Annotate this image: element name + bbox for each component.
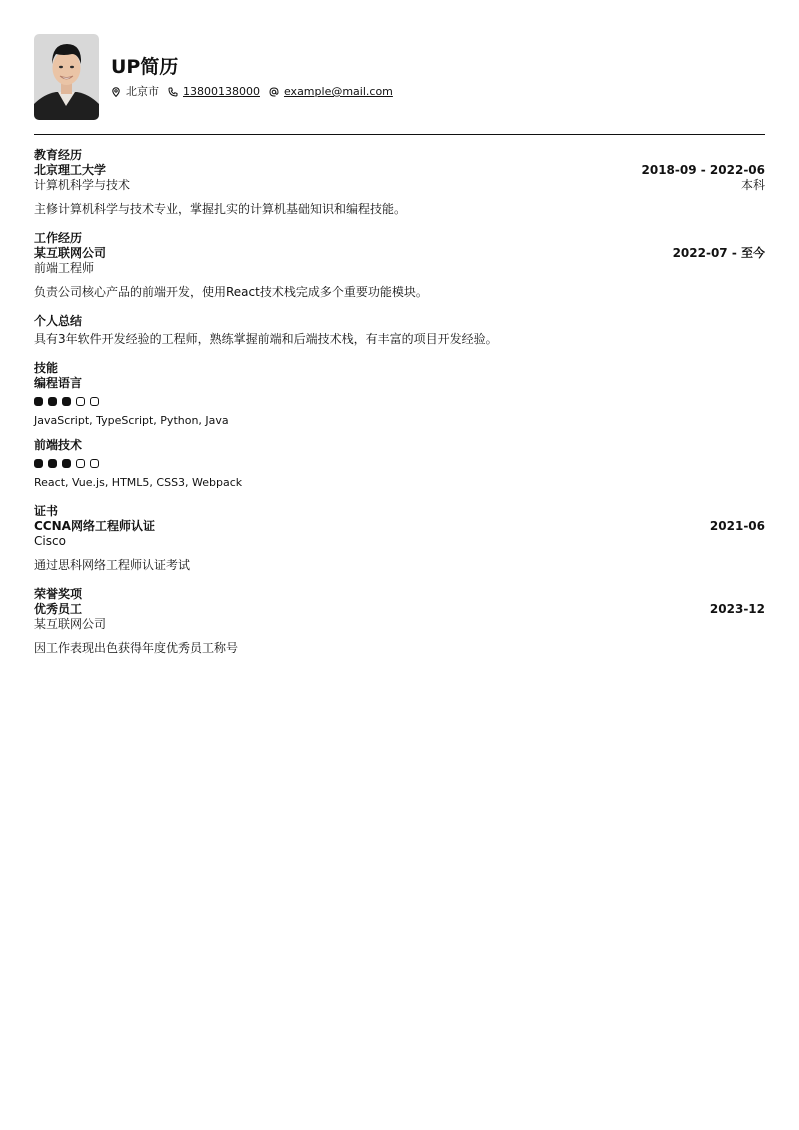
header-info	[111, 54, 402, 99]
contact-list	[111, 85, 402, 99]
contact-location	[111, 85, 159, 99]
award-issuer: 某互联网公司	[34, 617, 107, 631]
education-section	[34, 148, 765, 217]
major: 计算机科学与技术	[34, 178, 131, 192]
awards-section	[34, 587, 765, 656]
skill-dot-filled	[34, 397, 43, 406]
certificates-section	[34, 504, 765, 573]
location-pin-icon	[111, 87, 121, 97]
summary-text: 具有3年软件开发经验的工程师，熟练掌握前端和后端技术栈，有丰富的项目开发经验。	[34, 332, 498, 346]
skill-name: 编程语言	[34, 376, 83, 390]
header-divider	[34, 134, 765, 135]
skill-dot-filled	[62, 397, 71, 406]
school-name: 北京理工大学	[34, 163, 107, 177]
skill-name: 前端技术	[34, 438, 83, 452]
degree: 本科	[740, 178, 765, 192]
skill-level	[34, 459, 765, 469]
award-date: 2023-12	[709, 602, 765, 616]
skill-dot-empty	[76, 397, 85, 406]
skill-dot-empty	[76, 459, 85, 468]
resume-page	[34, 34, 765, 655]
skill-level	[34, 397, 765, 407]
person-photo-icon	[34, 34, 99, 120]
award-description: 因工作表现出色获得年度优秀员工称号	[34, 641, 239, 655]
skill-dot-filled	[62, 459, 71, 468]
skill-keywords: React, Vue.js, HTML5, CSS3, Webpack	[34, 476, 243, 489]
company-name: 某互联网公司	[34, 246, 107, 260]
contact-email	[269, 85, 393, 99]
section-title: 技能	[34, 361, 59, 375]
certificate-issuer: Cisco	[34, 534, 66, 548]
skill-dot-empty	[90, 459, 99, 468]
skill-keywords: JavaScript, TypeScript, Python, Java	[34, 414, 229, 427]
skill-dot-empty	[90, 397, 99, 406]
avatar	[34, 34, 99, 120]
position: 前端工程师	[34, 261, 95, 275]
education-description: 主修计算机科学与技术专业，掌握扎实的计算机基础知识和编程技能。	[34, 202, 407, 216]
section-title: 个人总结	[34, 314, 83, 328]
certificate-name: CCNA网络工程师认证	[34, 519, 155, 533]
section-title: 工作经历	[34, 231, 83, 245]
section-title: 荣誉奖项	[34, 587, 83, 601]
phone-icon	[168, 87, 178, 97]
work-date: 2022-07 - 至今	[672, 246, 765, 260]
at-sign-icon	[269, 87, 279, 97]
skill-dot-filled	[34, 459, 43, 468]
certificate-date: 2021-06	[709, 519, 765, 533]
section-title: 证书	[34, 504, 59, 518]
work-description: 负责公司核心产品的前端开发，使用React技术栈完成多个重要功能模块。	[34, 285, 428, 299]
email-link[interactable]: example@mail.com	[283, 85, 393, 98]
skills-section	[34, 361, 765, 490]
education-date: 2018-09 - 2022-06	[641, 163, 765, 177]
work-section	[34, 231, 765, 300]
award-name: 优秀员工	[34, 602, 83, 616]
skill-item	[34, 438, 765, 490]
certificate-description: 通过思科网络工程师认证考试	[34, 558, 191, 572]
summary-section	[34, 314, 765, 347]
resume-content	[34, 148, 765, 656]
skill-dot-filled	[48, 397, 57, 406]
resume-header	[34, 34, 765, 120]
phone-link[interactable]: 13800138000	[183, 85, 260, 98]
section-title: 教育经历	[34, 148, 83, 162]
skill-dot-filled	[48, 459, 57, 468]
skill-item	[34, 376, 765, 428]
resume-name: UP简历	[111, 56, 179, 78]
location-text: 北京市	[126, 85, 159, 98]
contact-phone	[168, 85, 260, 99]
